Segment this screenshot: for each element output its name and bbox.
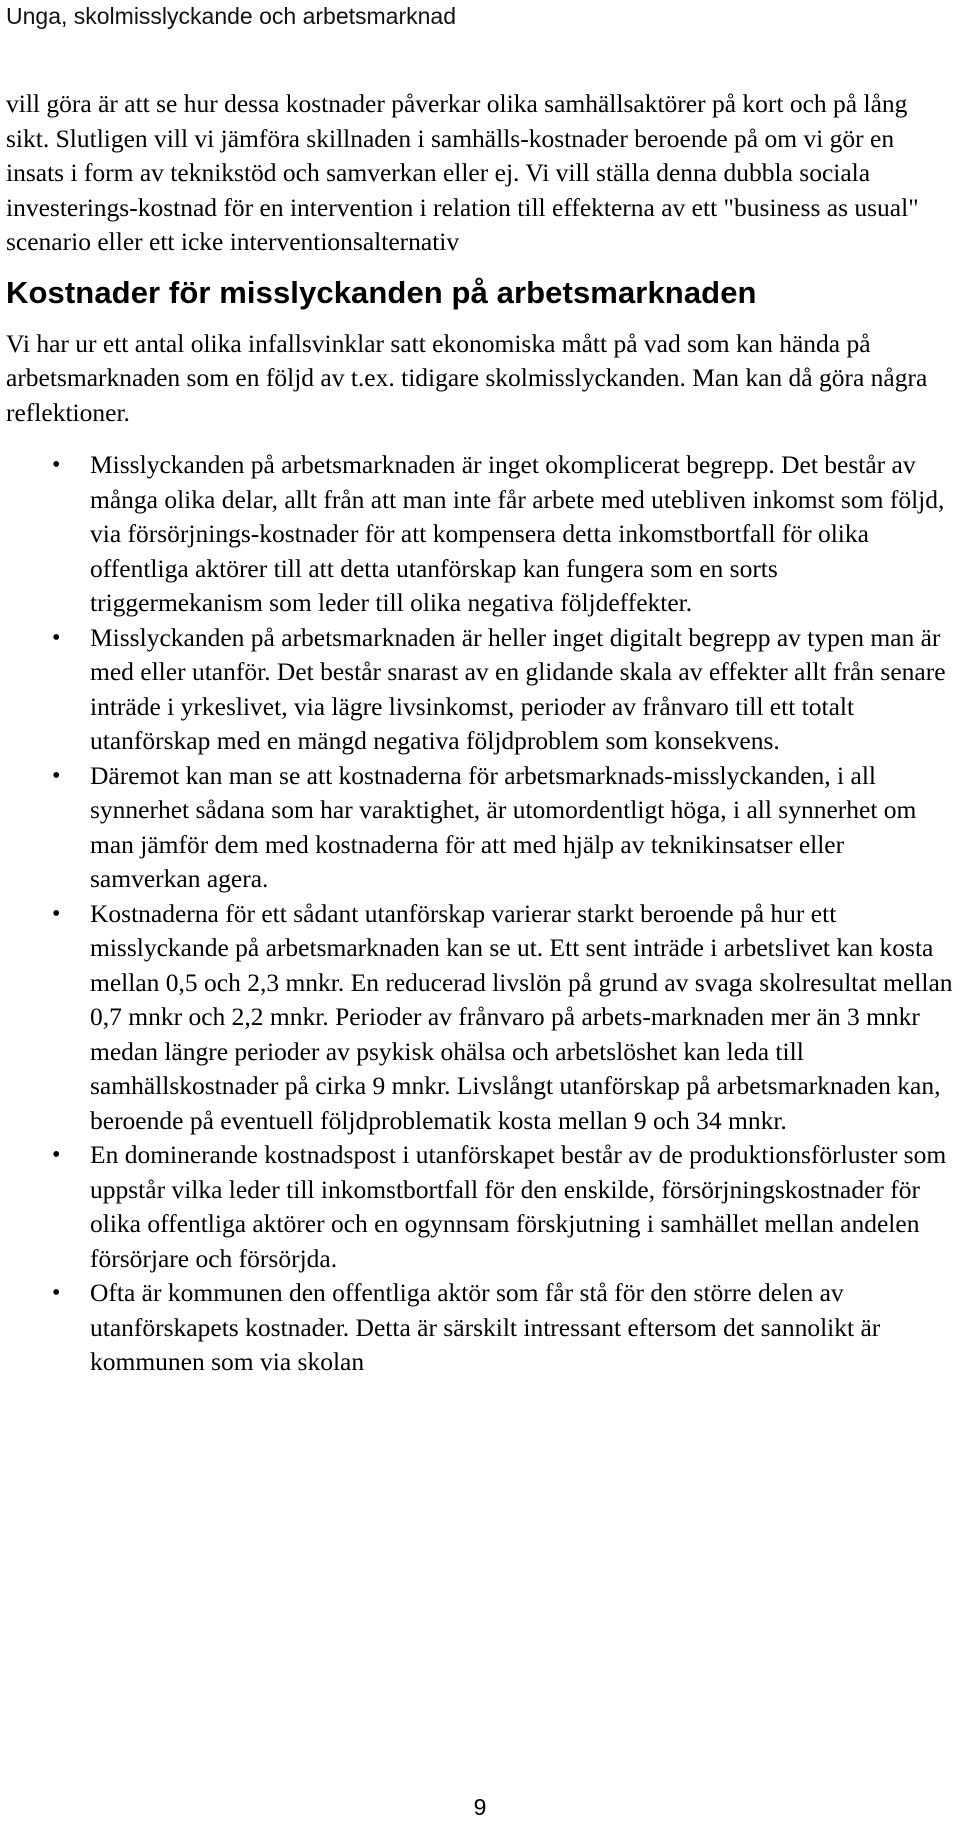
bullet-icon: • [52, 452, 61, 478]
list-item [6, 448, 954, 621]
running-header: Unga, skolmisslyckande och arbetsmarknad [6, 3, 456, 29]
list-item [6, 621, 954, 759]
bullet-icon: • [52, 624, 61, 651]
page-body [6, 87, 954, 1380]
bullet-icon: • [52, 900, 61, 927]
section-heading: Kostnader för misslyckanden på arbetsmarknaden [6, 274, 757, 310]
list-item [6, 897, 954, 1139]
list-item-text: Misslyckanden på arbetsmarknaden är heller inget digitalt begrepp av typen man är med eller utanför. Det består snarast av en glidande skala av effekter allt från senare inträde i yrkeslivet, via lägre livsinkomst, perioder av frånvaro till ett totalt utanförskap med en mängd negativa följdproblem som konsekvens. [90, 622, 946, 755]
list-item-text: En dominerande kostnadspost i utanförskapet består av de produktionsförluster som uppstår vilka leder till inkomstbortfall för den enskilde, försörjningskostnader för olika offentliga aktörer och en ogynnsam förskjutning i samhället mellan andelen försörjare och försörjda. [90, 1140, 947, 1273]
list-item [6, 1138, 954, 1276]
bullet-icon: • [52, 1280, 61, 1306]
page-number: 9 [473, 1794, 487, 1820]
list-item-text: Däremot kan man se att kostnaderna för arbetsmarknads-misslyckanden, i all synnerhet sådana som har varaktighet, är utomordentligt höga, i all synnerhet om man jämför dem med kostnaderna för att med hjälp av teknikinsatser eller samverkan agera. [90, 760, 917, 893]
list-item [6, 1276, 954, 1380]
bullet-icon: • [52, 762, 61, 789]
list-item-text: Kostnaderna för ett sådant utanförskap varierar starkt beroende på hur ett misslyckande på arbetsmarknaden kan se ut. Ett sent inträde i arbetslivet kan kosta mellan 0,5 och 2,3 mnkr. En reducerad livslön på grund av svaga skolresultat mellan 0,7 mnkr och 2,2 mnkr. Perioder av frånvaro på arbets-marknaden mer än 3 mnkr medan längre perioder av psykisk ohälsa och arbetslöshet kan leda till samhällskostnader på cirka 9 mnkr. Livslångt utanförskap på arbetsmarknaden kan, beroende på eventuell följdproblematik kosta mellan 9 och 34 mnkr. [90, 898, 953, 1135]
list-item-text: Ofta är kommunen den offentliga aktör som får stå för den större delen av utanförskapets kostnader. Detta är särskilt intressant eftersom det sannolikt är kommunen som via skolan [90, 1278, 881, 1376]
lead-paragraph: Vi har ur ett antal olika infallsvinklar satt ekonomiska mått på vad som kan hända på arbetsmarknaden som en följd av t.ex. tidigare skolmisslyckanden. Man kan då göra några reflektioner. [6, 328, 928, 427]
bullet-list [6, 448, 954, 1380]
list-item-text: Misslyckanden på arbetsmarknaden är inget okomplicerat begrepp. Det består av många olika delar, allt från att man inte får arbete med utebliven inkomst som följd, via försörjnings-kostnader för att kompensera detta inkomstbortfall för olika offentliga aktörer till att detta utanförskap kan fungera som en sorts triggermekanism som leder till olika negativa följdeffekter. [90, 450, 945, 617]
list-item [6, 759, 954, 897]
intro-paragraph: vill göra är att se hur dessa kostnader påverkar olika samhällsaktörer på kort och på lång sikt. Slutligen vill vi jämföra skillnaden i samhälls-kostnader beroende på om vi gör en insats i form av teknikstöd och samverkan eller ej. Vi vill ställa denna dubbla sociala investerings-kostnad för en intervention i relation till effekterna av ett "business as usual" scenario eller ett icke interventionsalternativ [6, 89, 919, 256]
bullet-icon: • [52, 1142, 61, 1168]
